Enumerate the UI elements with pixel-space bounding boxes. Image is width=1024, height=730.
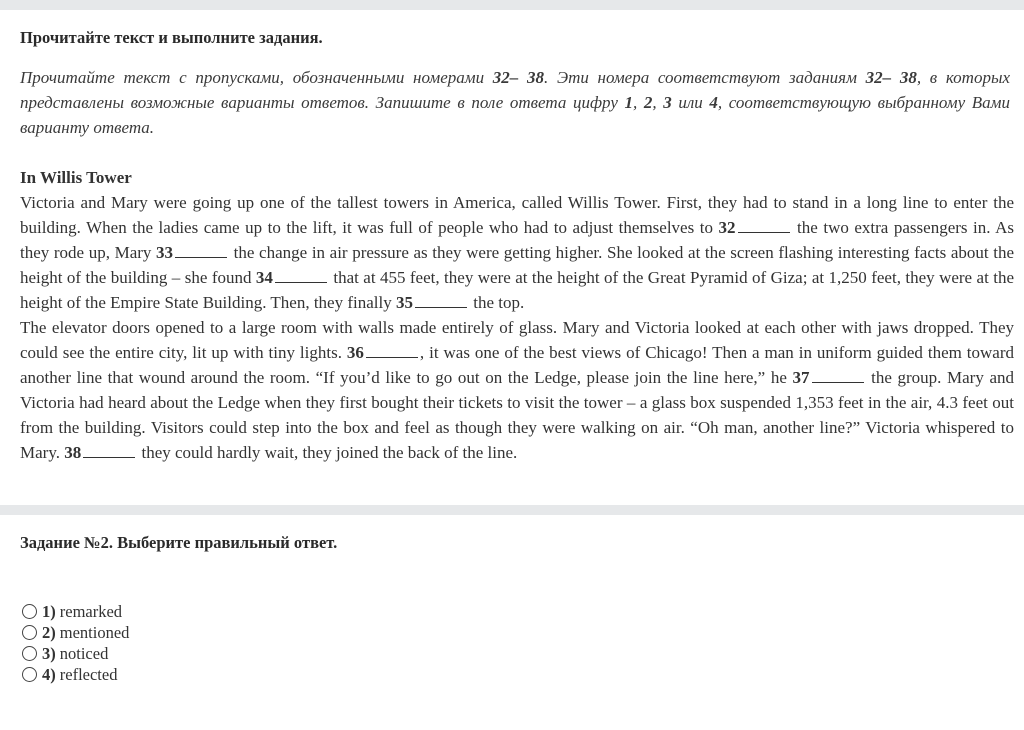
- section-heading: Прочитайте текст и выполните задания.: [20, 28, 323, 47]
- instructions-separator: ,: [652, 93, 664, 112]
- gap-number-38: 38: [64, 443, 82, 462]
- instructions-digit: 4: [709, 93, 718, 112]
- story-text-segment: the group. Mary and Victoria had heard about the Ledge when they first bought their tickets to visit the tower – a glass box suspended 1,353 feet in the air, 4.3 feet out from the building. Visitors could step into the box and feel as though they were walking on air. “Oh man, another line?” Victoria whispered to Mary.: [20, 368, 1014, 462]
- answer-option-1[interactable]: [20, 601, 129, 622]
- gap-number-33: 33: [156, 243, 174, 262]
- instructions-range: 32– 38: [865, 68, 917, 87]
- instructions-digit: 1: [624, 93, 633, 112]
- gap-blank-35: [415, 292, 467, 308]
- gap-number-37: 37: [792, 368, 810, 387]
- instructions-part: , соответствующую выбранному Вами варианту ответа.: [20, 93, 1011, 137]
- gap-blank-38: [83, 442, 135, 458]
- story-text-segment: they could hardly wait, they joined the back of the line.: [137, 443, 518, 462]
- gap-number-36: 36: [346, 343, 364, 362]
- story-text-segment: Victoria and Mary were going up one of the tallest towers in America, called Willis Tower. First, they had to stand in a long line to enter the building. When the ladies came up to the lift, it was full of people who had to adjust themselves to: [20, 193, 1014, 237]
- option-number: 2): [42, 622, 56, 642]
- gap-blank-34: [275, 267, 327, 283]
- option-number: 4): [42, 664, 56, 684]
- answer-option-4[interactable]: [20, 664, 129, 685]
- story-text-segment: the two extra passengers in. As they rode up, Mary: [20, 218, 1015, 262]
- instructions-range: 32– 38: [492, 68, 544, 87]
- instructions-digit: 3: [663, 93, 672, 112]
- gap-blank-33: [175, 242, 227, 258]
- radio-button[interactable]: [22, 625, 37, 640]
- gap-number-34: 34: [255, 268, 273, 287]
- gap-blank-37: [812, 367, 864, 383]
- story-text-segment: the change in air pressure as they were getting higher. She looked at the screen flashing interesting facts about the height of the building – she found: [20, 243, 1014, 287]
- option-label: mentioned: [59, 622, 130, 642]
- task-heading: Задание №2. Выберите правильный ответ.: [20, 533, 338, 552]
- top-divider-bar: [0, 0, 1024, 10]
- story-text: [20, 165, 1014, 465]
- story-title: In Willis Tower: [20, 168, 132, 187]
- option-number: 1): [42, 601, 56, 621]
- story-text-segment: that at 455 feet, they were at the height of the Great Pyramid of Giza; at 1,250 feet, they were at the height of the Empire State Building. Then, they finally: [20, 268, 1014, 312]
- option-label: noticed: [59, 643, 109, 663]
- story-paragraph-2: [20, 315, 1014, 465]
- story-text-segment: The elevator doors opened to a large room with walls made entirely of glass. Mary and Victoria looked at each other with jaws dropped. They could see the entire city, lit up with tiny lights.: [20, 318, 1014, 362]
- instructions-digit: 2: [643, 93, 653, 112]
- story-paragraph-1: [20, 190, 1014, 315]
- gap-blank-36: [366, 342, 418, 358]
- option-number: 3): [42, 643, 56, 663]
- instructions-part: Прочитайте текст с пропусками, обозначенными номерами: [20, 68, 493, 87]
- instructions-separator: ,: [632, 93, 644, 112]
- instructions-text: [20, 65, 1010, 140]
- instructions-part: . Эти номера соответствуют заданиям: [544, 68, 866, 87]
- gap-blank-32: [738, 217, 790, 233]
- gap-number-35: 35: [395, 293, 413, 312]
- answer-option-3[interactable]: [20, 643, 129, 664]
- instructions-separator: или: [671, 93, 710, 112]
- radio-button[interactable]: [22, 667, 37, 682]
- story-text-segment: the top.: [468, 293, 525, 312]
- story-text-segment: , it was one of the best views of Chicago! Then a man in uniform guided them toward another line that wound around the room. “If you’d like to go out on the Ledge, please join the line here,” he: [20, 343, 1014, 387]
- answer-option-2[interactable]: [20, 622, 129, 643]
- radio-button[interactable]: [22, 646, 37, 661]
- instructions-part: , в которых представлены возможные варианты ответов. Запишите в поле ответа цифру: [20, 68, 1011, 112]
- answer-options: [20, 601, 129, 685]
- radio-button[interactable]: [22, 604, 37, 619]
- gap-number-32: 32: [718, 218, 736, 237]
- section-divider-bar: [0, 505, 1024, 515]
- option-label: remarked: [59, 601, 123, 621]
- option-label: reflected: [59, 664, 118, 684]
